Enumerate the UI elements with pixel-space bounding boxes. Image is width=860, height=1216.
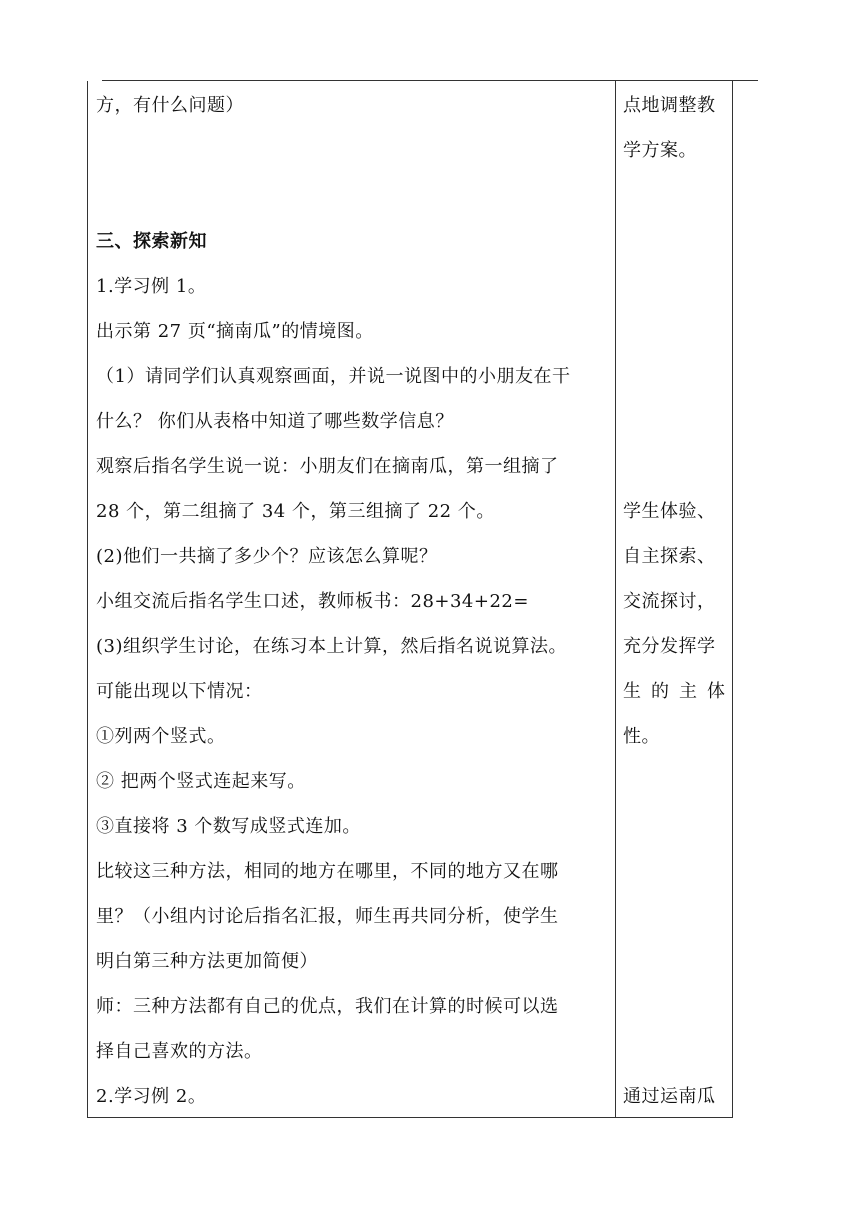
section-heading: 三、探索新知 (96, 231, 207, 252)
text-line: （1）请同学们认真观察画面，并说一说图中的小朋友在干 (96, 366, 571, 387)
note-line: 点地调整教 (623, 95, 716, 116)
text-line: ③直接将 3 个数写成竖式连加。 (96, 816, 361, 837)
lesson-table (87, 81, 733, 1118)
text-line: 28 个，第二组摘了 34 个，第三组摘了 22 个。 (96, 501, 495, 522)
text-line: 1.学习例 1。 (96, 276, 207, 297)
note-line: 通过运南瓜 (623, 1086, 716, 1107)
text-line: 明白第三种方法更加简便） (96, 951, 318, 972)
note-line: 充分发挥学 (623, 636, 716, 657)
text-line: 出示第 27 页“摘南瓜”的情境图。 (96, 321, 374, 342)
text-line: 方，有什么问题） (96, 95, 244, 116)
text-line: (2)他们一共摘了多少个？应该怎么算呢？ (96, 546, 438, 567)
text-line: 小组交流后指名学生口述，教师板书：28+34+22= (96, 591, 529, 612)
text-line: 比较这三种方法，相同的地方在哪里，不同的地方又在哪 (96, 861, 559, 882)
column-divider (615, 81, 616, 1117)
text-line: 可能出现以下情况： (96, 681, 263, 702)
note-line: 学方案。 (623, 140, 697, 161)
text-line: 2.学习例 2。 (96, 1086, 207, 1107)
text-line: 师：三种方法都有自己的优点，我们在计算的时候可以选 (96, 996, 559, 1017)
note-line: 性。 (623, 726, 660, 747)
text-line: 什么？ 你们从表格中知道了哪些数学信息？ (96, 411, 454, 432)
text-line: (3)组织学生讨论，在练习本上计算，然后指名说说算法。 (96, 636, 567, 657)
text-line: ② 把两个竖式连起来写。 (96, 771, 306, 792)
note-line: 学生体验、 (623, 501, 716, 522)
note-line: 生的主体 (623, 681, 735, 702)
text-line: 择自己喜欢的方法。 (96, 1041, 263, 1062)
text-line: ①列两个竖式。 (96, 726, 226, 747)
note-line: 自主探索、 (623, 546, 716, 567)
note-line: 交流探讨， (623, 591, 716, 612)
text-line: 里？（小组内讨论后指名汇报，师生再共同分析，使学生 (96, 906, 559, 927)
text-line: 观察后指名学生说一说：小朋友们在摘南瓜，第一组摘了 (96, 456, 559, 477)
